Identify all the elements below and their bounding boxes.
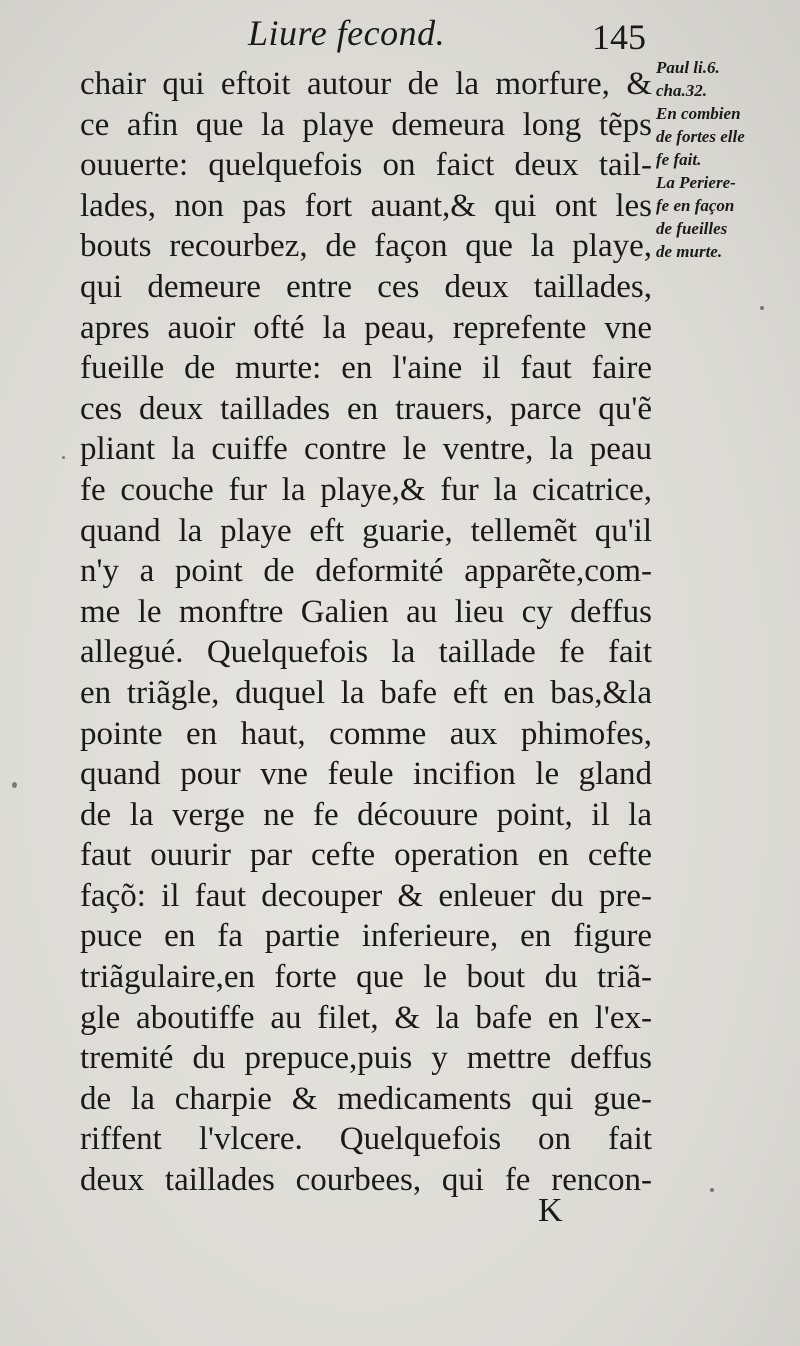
text-line: me le monftre Galien au lieu cy deffus [80, 593, 652, 630]
text-line: fe couche fur la playe,& fur la cicatrice, [80, 471, 652, 508]
margin-notes [656, 56, 796, 263]
ink-speck [62, 456, 65, 459]
margin-note-line: cha.32. [656, 81, 707, 100]
text-line: fueille de murte: en l'aine il faut faire [80, 350, 652, 387]
text-line: lades, non pas fort auant,& qui ont les [80, 187, 652, 224]
ink-speck [12, 782, 17, 788]
text-line: pliant la cuiffe contre le ventre, la peau [80, 431, 652, 468]
text-line: chair qui eftoit autour de la morfure, & [80, 66, 652, 102]
text-line: ce afin que la playe demeura long tẽps [80, 106, 652, 143]
margin-note-line: En combien [656, 104, 741, 123]
text-line: quand pour vne feule incifion le gland [80, 756, 652, 793]
margin-note-line: de fortes elle [656, 127, 745, 146]
text-line: ces deux taillades en trauers, parce qu'ẽ [80, 390, 652, 427]
text-line: de la charpie & medicaments qui gue- [80, 1080, 652, 1117]
margin-note-line: Paul li.6. [656, 58, 720, 77]
text-line: deux taillades courbees, qui fe rencon- [80, 1162, 652, 1199]
text-line: riffent l'vlcere. Quelquefois on fait [80, 1121, 652, 1158]
text-line: qui demeure entre ces deux taillades, [80, 268, 652, 305]
text-line: quand la playe eft guarie, tellemẽt qu'il [80, 512, 652, 549]
margin-note-line: fe en façon [656, 196, 735, 215]
text-line: allegué. Quelquefois la taillade fe fait [80, 634, 652, 671]
margin-note-line: La Periere- [656, 173, 736, 192]
ink-speck [710, 1188, 714, 1192]
text-line: pointe en haut, comme aux phimofes, [80, 715, 652, 752]
text-line: tremité du prepuce,puis y mettre deffus [80, 1040, 652, 1077]
margin-note-line: de fueilles [656, 219, 728, 238]
text-line: ouuerte: quelquefois on faict deux tail- [80, 147, 652, 184]
ink-speck [760, 306, 764, 310]
text-line: gle aboutiffe au filet, & la bafe en l'ex- [80, 999, 652, 1036]
text-line: en triãgle, duquel la bafe eft en bas,&la [80, 674, 652, 711]
page-number: 145 [592, 17, 646, 57]
text-line: apres auoir ofté la peau, reprefente vne [80, 309, 652, 346]
text-line: bouts recourbez, de façon que la playe, [80, 228, 652, 265]
margin-note-line: fe fait. [656, 150, 702, 169]
text-line: puce en fa partie inferieure, en figure [80, 918, 652, 955]
page-header [0, 12, 800, 58]
text-line: n'y a point de deformité apparẽte,com- [80, 553, 652, 590]
text-line: façõ: il faut decouper & enleuer du pre- [80, 877, 652, 914]
text-line: de la verge ne fe découure point, il la [80, 796, 652, 833]
body-text [80, 64, 652, 1201]
signature-mark: K [538, 1192, 563, 1229]
text-line: triãgulaire,en forte que le bout du triã- [80, 959, 652, 996]
margin-note-line: de murte. [656, 242, 723, 261]
running-head: Liure fecond. [248, 13, 446, 53]
text-line: faut ouurir par cefte operation en cefte [80, 837, 652, 874]
